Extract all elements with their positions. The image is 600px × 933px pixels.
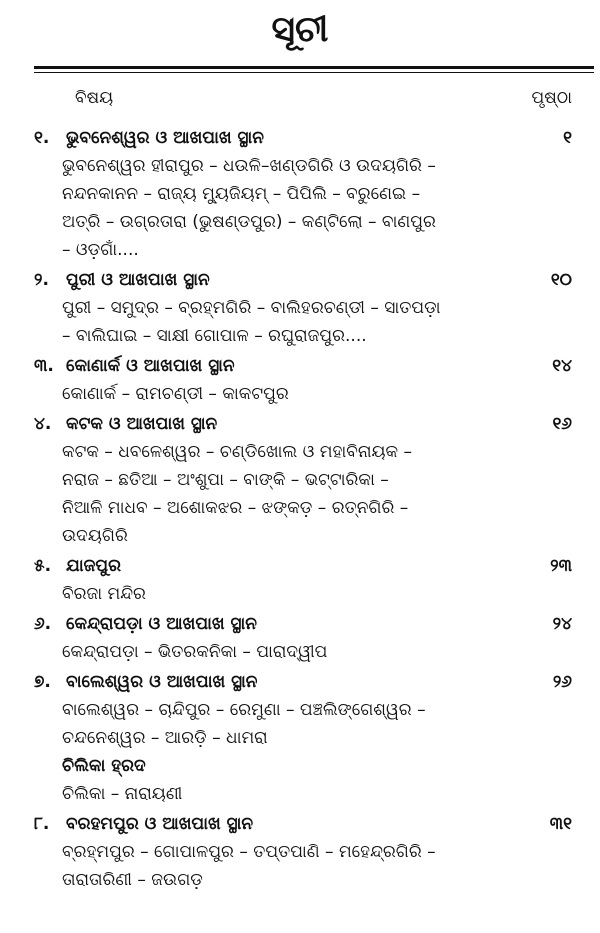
page-column-label: ପୃଷ୍ଠା — [531, 88, 572, 108]
toc-entry-places-line: ନିଆଳି ମାଧବ – ଅଶୋକଝର – ଝଙ୍କଡ଼ – ରତ୍ନଗିରି – — [62, 498, 409, 518]
column-header — [0, 84, 600, 112]
toc-entry-places-line: କେନ୍ଦ୍ରାପଡ଼ା – ଭିତରକନିକା – ପାରାଦ୍ୱୀପ — [62, 642, 328, 662]
page-title: ସୂଚୀ — [271, 9, 329, 50]
toc-entry-page: ୨୬ — [552, 672, 572, 692]
toc-entry — [0, 266, 600, 350]
toc-entry-places-line: ବ୍ରହ୍ମପୁର – ଗୋପାଳପୁର – ତପ୍ତପାଣି – ମହେନ୍ଦ୍ରଗିରି – — [62, 842, 436, 862]
toc-entry-heading-row — [0, 410, 600, 438]
toc-entry — [0, 124, 600, 264]
toc-entry-places-line: କୋଣାର୍କ – ରାମଚଣ୍ଡୀ – କାକଟପୁର — [62, 384, 289, 404]
toc-entry-heading: ବାଲେଶ୍ୱର ଓ ଆଖପାଖ ସ୍ଥାନ — [66, 672, 258, 692]
toc-entry-page: ୧ — [563, 128, 572, 148]
toc-entry — [0, 668, 600, 808]
title-rule-thin — [34, 72, 594, 73]
toc-entry — [0, 352, 600, 408]
toc-entry-number: ୭. — [34, 672, 51, 692]
toc-entry-heading: କୋଣାର୍କ ଓ ଆଖପାଖ ସ୍ଥାନ — [66, 356, 235, 376]
toc-entry — [0, 610, 600, 666]
toc-entry-heading: ଭୁବନେଶ୍ୱର ଓ ଆଖପାଖ ସ୍ଥାନ — [66, 128, 264, 148]
toc-entry-page: ୧୦ — [550, 270, 572, 290]
toc-entry-heading: କେନ୍ଦ୍ରାପଡ଼ା ଓ ଆଖପାଖ ସ୍ଥାନ — [66, 614, 257, 634]
toc-entry-heading: ଯାଜପୁର — [66, 556, 121, 576]
toc-entry-places-line: – ବାଲିଘାଇ – ସାକ୍ଷୀ ଗୋପାଳ – ରଘୁରାଜପୁର.... — [62, 326, 367, 346]
toc-entry-heading-row — [0, 610, 600, 638]
toc-entry-number: ୧. — [34, 128, 50, 148]
toc-entry-number: ୬. — [34, 614, 52, 634]
toc-entry-places-line: ଉଦୟଗିରି — [62, 526, 128, 546]
toc-entry-number: ୨. — [34, 270, 49, 290]
toc-entry-page: ୧୪ — [552, 356, 572, 376]
toc-entry-heading: ପୁରୀ ଓ ଆଖପାଖ ସ୍ଥାନ — [66, 270, 210, 290]
toc-sub-heading: ଚିଲିକା ହ୍ରଦ — [62, 756, 146, 776]
toc-entry-places-line: ବିରଜା ମନ୍ଦିର — [62, 584, 146, 604]
toc-entry-page: ୧୬ — [552, 414, 572, 434]
subject-column-label: ବିଷୟ — [75, 88, 114, 108]
toc-entry-heading-row — [0, 352, 600, 380]
toc-entry-heading-row — [0, 124, 600, 152]
toc-entry-heading: କଟକ ଓ ଆଖପାଖ ସ୍ଥାନ — [66, 414, 218, 434]
title-rule-thick — [34, 66, 594, 69]
toc-entry-places-line: କଟକ – ଧବଳେଶ୍ୱର – ଚଣ୍ଡିଖୋଲ ଓ ମହାବିନାୟକ – — [62, 442, 412, 462]
toc-entry-heading-row — [0, 668, 600, 696]
toc-entry — [0, 810, 600, 894]
toc-entry — [0, 410, 600, 550]
toc-entry-places-line: ତାରାତାରିଣୀ – ଜଉଗଡ଼ — [62, 870, 203, 890]
toc-entry-places-line: ନରାଜ – ଛତିଆ – ଅଂଶୁପା – ବାଙ୍କି – ଭଟ୍ଟାରିକା – — [62, 470, 389, 490]
toc-entry-page: ୨୪ — [552, 614, 572, 634]
toc-entry-number: ୫. — [34, 556, 52, 576]
toc-entry-places-line: ଚନ୍ଦନେଶ୍ୱର – ଆରଡ଼ି – ଧାମରା — [62, 728, 268, 748]
toc-entry-number: ୪. — [34, 414, 52, 434]
toc-entry-places-line: ପୁରୀ – ସମୁଦ୍ର – ବ୍ରହ୍ମଗିରି – ବାଲିହରଚଣ୍ଡୀ – ସାତପଡ଼ା — [62, 298, 441, 318]
toc-entry-heading-row — [0, 266, 600, 294]
toc-sub-places-line: ଚିଲିକା – ନାରାୟଣୀ — [62, 784, 183, 804]
toc-entry-places-line: ବାଲେଶ୍ୱର – ଚାନ୍ଦିପୁର – ରେମୁଣା – ପଞ୍ଚଲିଙ୍ଗେଶ୍ୱର – — [62, 700, 426, 720]
toc-entry-heading-row — [0, 810, 600, 838]
toc-entry-number: ୮. — [34, 814, 50, 834]
toc-entry-places-line: ଅତ୍ରି – ଉଗ୍ରତାରା (ଭୁଷଣ୍ଡପୁର) – କଣ୍ଟିଲୋ – ବାଣପୁର — [62, 212, 436, 232]
toc-entry-heading: ବରହମପୁର ଓ ଆଖପାଖ ସ୍ଥାନ — [66, 814, 254, 834]
toc-entry-heading-row — [0, 552, 600, 580]
toc-entry-page: ୩୧ — [549, 814, 572, 834]
toc-entry-places-line: ନନ୍ଦନକାନନ – ରାଜ୍ୟ ମ୍ୟୁଜିୟମ୍ – ପିପିଲି – ବରୁଣେଇ – — [62, 184, 421, 204]
toc-entry-page: ୨୩ — [550, 556, 572, 576]
toc-entry-places-line: – ଓଡ଼ଗାଁ.... — [62, 240, 139, 260]
toc-entry-number: ୩. — [34, 356, 54, 376]
toc-entry-places-line: ଭୁବନେଶ୍ୱର ହୀରାପୁର – ଧଉଳି–ଖଣ୍ଡଗିରି ଓ ଉଦୟଗିରି – — [62, 156, 436, 176]
toc-list — [0, 124, 600, 896]
toc-entry — [0, 552, 600, 608]
